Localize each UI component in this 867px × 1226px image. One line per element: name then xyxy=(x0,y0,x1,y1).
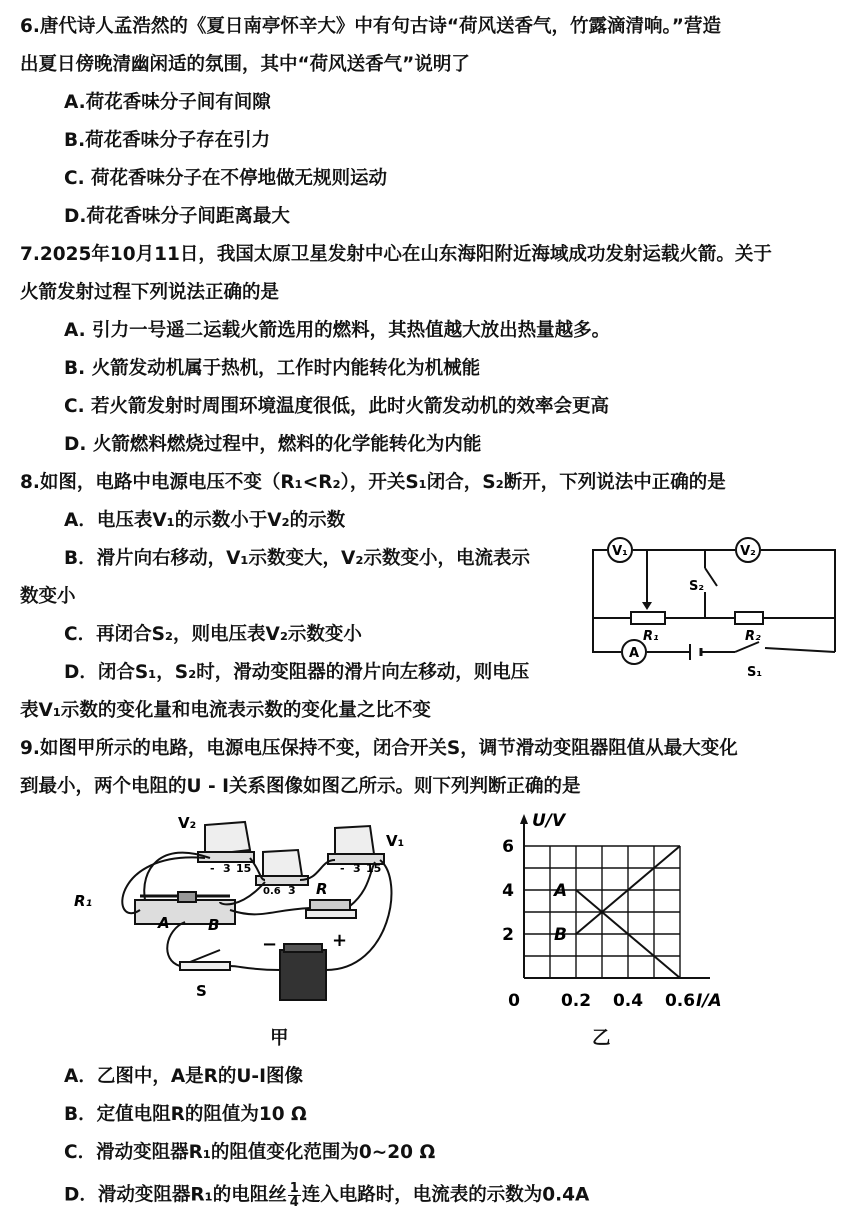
x-tick-label: 0.4 xyxy=(612,991,644,1011)
q9-jia-v2-15: 15 xyxy=(236,862,252,875)
q8-v2-label: V₂ xyxy=(740,544,756,559)
q9-stem-line2: 到最小，两个电阻的U - I关系图像如图乙所示。则下列判断正确的是 xyxy=(20,776,581,797)
q9-option-b: B．定值电阻R的阻值为10 Ω xyxy=(64,1104,307,1125)
q9-jia-v1-minus: - xyxy=(340,862,345,875)
q7-option-b: B. 火箭发动机属于热机，工作时内能转化为机械能 xyxy=(64,358,481,379)
q9-option-d xyxy=(64,1182,589,1209)
q6-option-a: A.荷花香味分子间有间隙 xyxy=(64,92,271,113)
q8-v1-label: V₁ xyxy=(612,544,628,559)
q6-stem-line1: 6.唐代诗人孟浩然的《夏日南亭怀辛大》中有句古诗“荷风送香气，竹露滴清响。”营造 xyxy=(20,16,721,37)
q9-option-d-denominator: 4 xyxy=(289,1195,299,1210)
q9-ui-chart xyxy=(490,806,760,1016)
q9-jia-a-label: A xyxy=(158,914,170,932)
series-label-b: B xyxy=(554,925,567,945)
q8-s1-label: S₁ xyxy=(747,665,763,680)
q7-option-d: D. 火箭燃料燃烧过程中，燃料的化学能转化为内能 xyxy=(64,434,482,455)
q9-jia-minus-label: − xyxy=(262,934,278,955)
q9-jia-a-06: 0.6 xyxy=(263,886,281,897)
q9-jia-v2-label: V₂ xyxy=(178,814,197,832)
x-tick-label: 0 xyxy=(508,991,520,1011)
q6-stem-line2: 出夏日傍晚清幽闲适的氛围，其中“荷风送香气”说明了 xyxy=(20,54,470,75)
q7-stem-line1: 7.2025年10月11日，我国太原卫星发射中心在山东海阳附近海域成功发射运载火箭。关于 xyxy=(20,244,772,265)
q9-jia-s-label: S xyxy=(196,982,207,1000)
q7-stem-line2: 火箭发射过程下列说法正确的是 xyxy=(20,282,280,303)
q8-r1-label: R₁ xyxy=(643,629,659,644)
q8-circuit-diagram xyxy=(585,530,845,690)
q9-option-d-fraction xyxy=(288,1182,301,1209)
q9-option-d-pre: D．滑动变阻器R₁的电阻丝 xyxy=(64,1184,287,1206)
q9-jia-a-3: 3 xyxy=(288,884,296,897)
q6-option-b: B.荷花香味分子存在引力 xyxy=(64,130,271,151)
series-label-a: A xyxy=(554,881,568,901)
q9-jia-plus-label: + xyxy=(332,930,348,951)
q9-jia-b-label: B xyxy=(208,916,220,934)
q9-figure-yi-caption: 乙 xyxy=(592,1028,611,1049)
q8-option-d-line2: 表V₁示数的变化量和电流表示数的变化量之比不变 xyxy=(20,700,431,721)
q8-option-c: C．再闭合S₂，则电压表V₂示数变小 xyxy=(64,624,362,645)
q9-figure-jia-caption: 甲 xyxy=(270,1028,289,1049)
y-tick-label: 6 xyxy=(502,837,514,857)
q9-option-a: A．乙图中，A是R的U-I图像 xyxy=(64,1066,303,1087)
q9-jia-v2-minus: - xyxy=(210,862,215,875)
y-axis-arrow xyxy=(520,814,528,824)
y-tick-label: 2 xyxy=(502,925,514,945)
q9-jia-v1-3: 3 xyxy=(353,862,361,875)
x-tick-label: 0.6 xyxy=(664,991,696,1011)
q9-jia-r1-label: R₁ xyxy=(74,892,93,910)
y-axis-label: U/V xyxy=(532,811,566,831)
q6-option-c: C. 荷花香味分子在不停地做无规则运动 xyxy=(64,168,388,189)
q9-jia-v1-label: V₁ xyxy=(386,832,405,850)
q6-option-d: D.荷花香味分子间距离最大 xyxy=(64,206,290,227)
q9-option-d-post: 连入电路时，电流表的示数为0.4A xyxy=(301,1184,590,1206)
q9-jia-v1-15: 15 xyxy=(366,862,382,875)
y-tick-label: 4 xyxy=(502,881,514,901)
q8-stem: 8.如图，电路中电源电压不变（R₁<R₂），开关S₁闭合，S₂断开，下列说法中正确的是 xyxy=(20,472,726,493)
q8-s2-label: S₂ xyxy=(689,579,705,594)
q9-stem-line1: 9.如图甲所示的电路，电源电压保持不变，闭合开关S，调节滑动变阻器阻值从最大变化 xyxy=(20,738,738,759)
q8-r2-label: R₂ xyxy=(745,629,761,644)
q8-ammeter-label: A xyxy=(628,646,640,661)
q9-figure-jia xyxy=(70,810,410,1010)
q7-option-a: A. 引力一号遥二运载火箭选用的燃料，其热值越大放出热量越多。 xyxy=(64,320,611,341)
q8-option-b-line2: 数变小 xyxy=(20,586,76,607)
q7-option-c: C. 若火箭发射时周围环境温度很低，此时火箭发动机的效率会更高 xyxy=(64,396,610,417)
q9-jia-v2-3: 3 xyxy=(223,862,231,875)
q8-option-b-line1: B．滑片向右移动，V₁示数变大，V₂示数变小，电流表示 xyxy=(64,548,530,569)
q8-option-a: A．电压表V₁的示数小于V₂的示数 xyxy=(64,510,346,531)
q9-option-c: C．滑动变阻器R₁的阻值变化范围为0~20 Ω xyxy=(64,1142,436,1163)
x-axis-label: I/A xyxy=(696,991,722,1011)
q9-jia-r-label: R xyxy=(316,880,328,898)
x-tick-label: 0.2 xyxy=(560,991,592,1011)
q8-option-d-line1: D．闭合S₁，S₂时，滑动变阻器的滑片向左移动，则电压 xyxy=(64,662,530,683)
q9-option-d-numerator: 1 xyxy=(289,1181,299,1196)
